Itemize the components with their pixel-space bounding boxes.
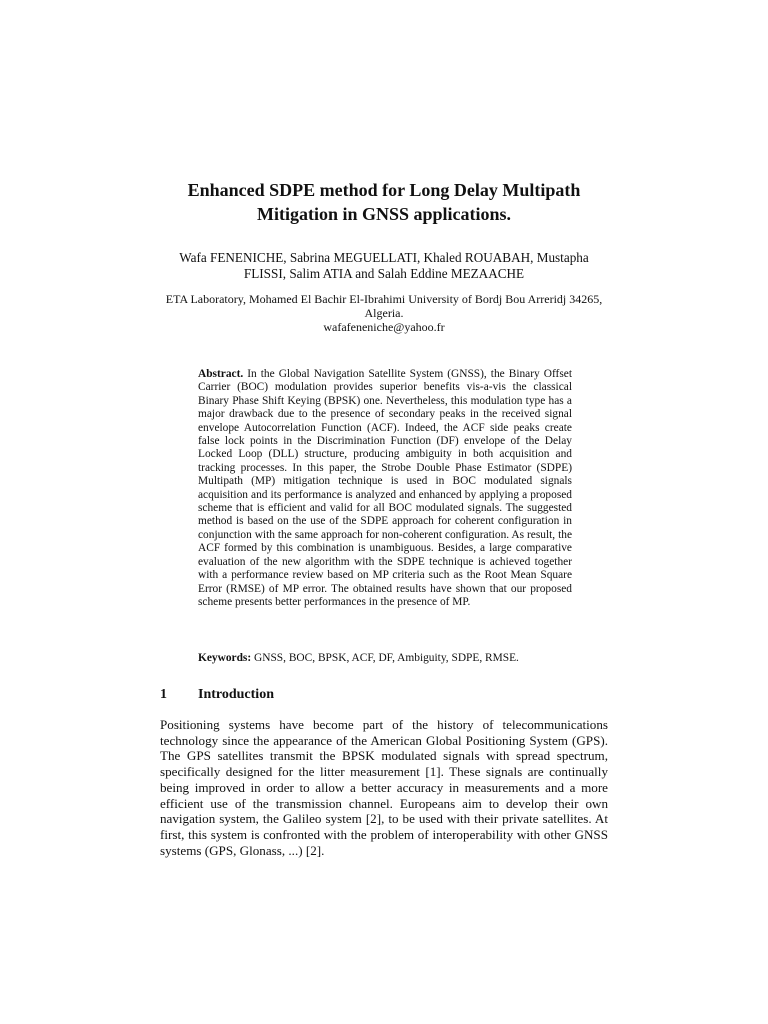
abstract-text: In the Global Navigation Satellite System (GNSS), the Binary Offset Carrier (BOC) modulation provides superior benefits vis-a-vis the classical Binary Phase Shift Keying (BPSK) one. Nevertheless, this modulation type has a major drawback due to the presence of secondary peaks in the received signal envelope Autocorrelation Function (ACF). Indeed, the ACF side peaks create false lock points in the Discrimination Function (DF) envelope of the Delay Locked Loop (DLL) structure, producing ambiguity in both acquisition and tracking processes. In this paper, the Strobe Double Phase Estimator (SDPE) Multipath (MP) mitigation technique is used in BOC modulated signals acquisition and its performance is analyzed and enhanced by applying a proposed scheme that is efficient and valid for all BOC modulated signals. The suggested method is based on the use of the SDPE approach for coherent configuration in conjunction with the same approach for non-coherent configuration. As result, the ACF formed by this combination is unambiguous. Besides, a large comparative evaluation of the new algorithm with the SDPE technique is achieved together with a performance review based on MP criteria such as the Root Mean Square Error (RMSE) of MP error. The obtained results have shown that our proposed scheme presents better performances in the presence of MP. (198, 368, 572, 608)
paper-title: Enhanced SDPE method for Long Delay Multipath Mitigation in GNSS applications. (187, 180, 581, 224)
affiliation-text: ETA Laboratory, Mohamed El Bachir El-Ibrahimi University of Bordj Bou Arreridj 34265, Algeria. (165, 292, 603, 320)
keywords-text: GNSS, BOC, BPSK, ACF, DF, Ambiguity, SDPE, RMSE. (254, 652, 519, 664)
author-affiliation-block (154, 292, 614, 334)
section-heading-introduction (160, 686, 608, 704)
section-title: Introduction (198, 687, 274, 702)
author-list: Wafa FENENICHE, Sabrina MEGUELLATI, Khaled ROUABAH, Mustapha FLISSI, Salim ATIA and Salah Eddine MEZAACHE (179, 250, 589, 281)
abstract-label: Abstract. (198, 368, 244, 380)
keywords-label: Keywords: (198, 652, 252, 664)
author-email: wafafeneniche@yahoo.fr (323, 320, 445, 334)
introduction-paragraph: Positioning systems have become part of the history of telecommunications technology since the appearance of the American Global Positioning System (GPS). The GPS satellites transmit the BPSK modulated signals with spread spectrum, specifically designed for the litter measurement [1]. These signals are continually being improved in order to allow a better accuracy in measurements and a more efficient use of the transmission channel. Europeans aim to develop their own navigation system, the Galileo system [2], to be used with their private satellites. At first, this system is confronted with the problem of interoperability with other GNSS systems (GPS, Glonass, ...) [2]. (160, 717, 608, 858)
section-number: 1 (160, 687, 167, 702)
abstract (198, 368, 572, 609)
keywords (198, 651, 572, 665)
